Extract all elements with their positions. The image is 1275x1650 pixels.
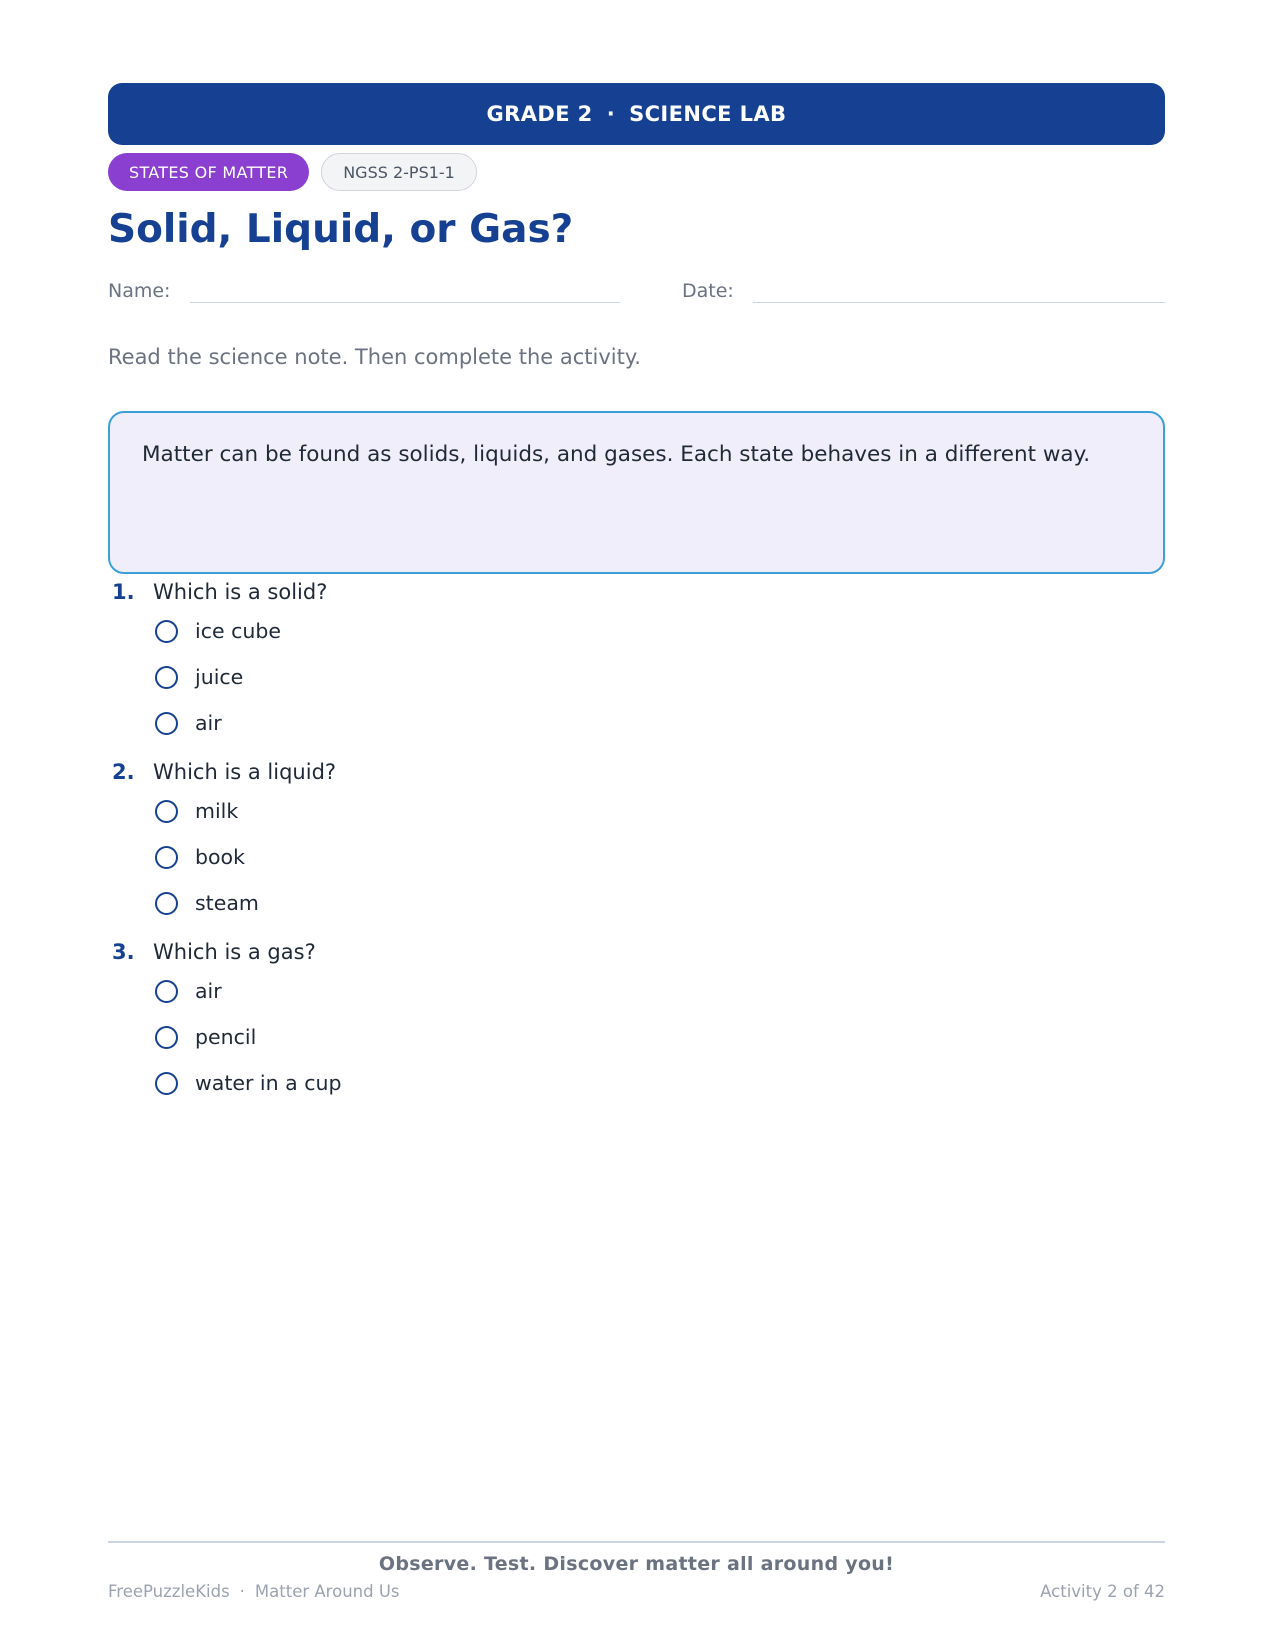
footer-collection: Matter Around Us (254, 1582, 400, 1601)
question-1 (108, 576, 1165, 746)
topic-tag: STATES OF MATTER (108, 153, 309, 191)
option-label: milk (195, 799, 239, 823)
answer-option[interactable] (108, 968, 1165, 1014)
radio-circle-icon[interactable] (155, 892, 178, 915)
footer-credits (108, 1582, 400, 1601)
grade-label: GRADE 2 (486, 102, 593, 126)
radio-circle-icon[interactable] (155, 846, 178, 869)
footer-tagline: Observe. Test. Discover matter all around you! (378, 1553, 895, 1575)
option-label: book (195, 845, 245, 869)
answer-option[interactable] (108, 788, 1165, 834)
question-text: Which is a solid? (153, 580, 328, 604)
footer-brand: FreePuzzleKids (108, 1582, 230, 1601)
subject-label: SCIENCE LAB (629, 102, 787, 126)
option-label: steam (195, 891, 259, 915)
header-separator: · (606, 102, 616, 126)
footer-separator: · (239, 1582, 245, 1601)
question-number: 2. (112, 760, 135, 784)
option-label: water in a cup (195, 1071, 342, 1095)
science-note: Matter can be found as solids, liquids, and gases. Each state behaves in a different way. (108, 411, 1165, 574)
question-number: 3. (112, 940, 135, 964)
answer-option[interactable] (108, 880, 1165, 926)
radio-circle-icon[interactable] (155, 712, 178, 735)
footer-divider (108, 1541, 1165, 1543)
answer-option[interactable] (108, 1060, 1165, 1106)
radio-circle-icon[interactable] (155, 980, 178, 1003)
name-label: Name: (108, 280, 171, 302)
instructions: Read the science note. Then complete the activity. (108, 345, 641, 369)
header-banner (108, 83, 1165, 145)
question-2 (108, 756, 1165, 926)
option-label: air (195, 711, 222, 735)
answer-option[interactable] (108, 1014, 1165, 1060)
page-title: Solid, Liquid, or Gas? (108, 207, 574, 252)
question-text: Which is a gas? (153, 940, 316, 964)
question-number: 1. (112, 580, 135, 604)
answer-option[interactable] (108, 654, 1165, 700)
radio-circle-icon[interactable] (155, 666, 178, 689)
option-label: juice (195, 665, 244, 689)
option-label: pencil (195, 1025, 257, 1049)
answer-option[interactable] (108, 834, 1165, 880)
radio-circle-icon[interactable] (155, 1072, 178, 1095)
question-3 (108, 936, 1165, 1106)
radio-circle-icon[interactable] (155, 800, 178, 823)
answer-option[interactable] (108, 608, 1165, 654)
standard-tag: NGSS 2-PS1-1 (321, 153, 477, 191)
option-label: ice cube (195, 619, 281, 643)
tag-row (108, 153, 477, 191)
option-label: air (195, 979, 222, 1003)
date-field-line[interactable] (753, 302, 1165, 303)
footer-page-number: Activity 2 of 42 (1040, 1582, 1165, 1601)
radio-circle-icon[interactable] (155, 1026, 178, 1049)
question-list (108, 576, 1165, 1116)
radio-circle-icon[interactable] (155, 620, 178, 643)
date-label: Date: (682, 280, 734, 302)
question-text: Which is a liquid? (153, 760, 337, 784)
name-field-line[interactable] (190, 302, 620, 303)
answer-option[interactable] (108, 700, 1165, 746)
